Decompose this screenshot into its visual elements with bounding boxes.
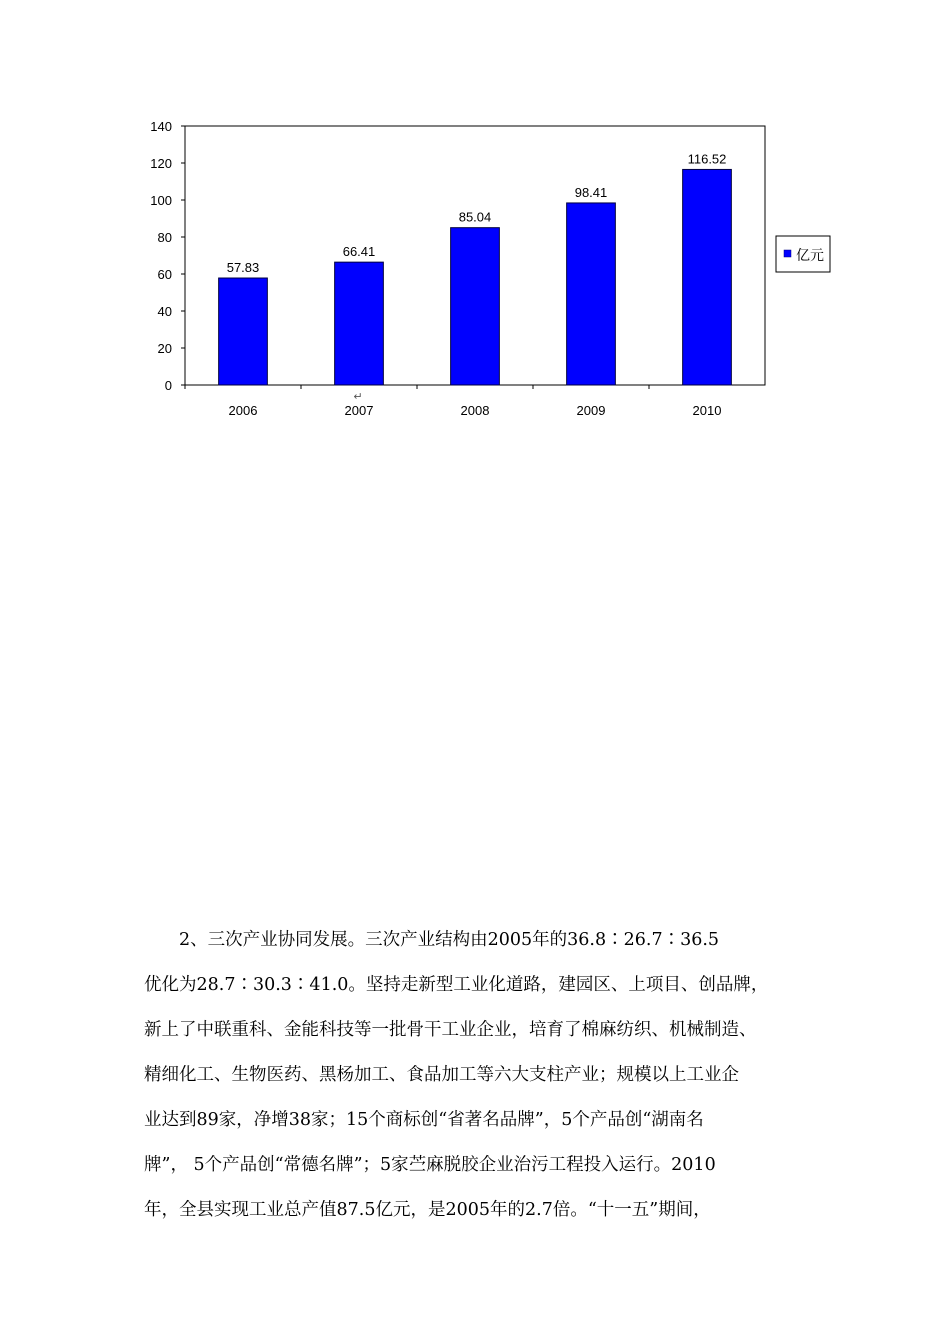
data-label-2006: 57.83	[226, 260, 260, 276]
y-tick-label: 140	[150, 119, 172, 134]
y-tick-label: 80	[157, 230, 172, 245]
x-tick-label-2007: 2007	[344, 403, 374, 418]
bar-2010	[683, 169, 732, 385]
bar-2009	[567, 203, 616, 385]
data-label-2010: 116.52	[687, 151, 727, 167]
paragraph-line: 优化为28.7∶30.3∶41.0。坚持走新型工业化道路，建园区、上项目、创品牌，	[144, 975, 769, 995]
legend-label: 亿元	[796, 247, 824, 263]
paragraph-mark-annotation: ↵	[353, 391, 363, 403]
paragraph-line: 精细化工、生物医药、黑杨加工、食品加工等六大支柱产业；规模以上工业企	[144, 1065, 739, 1085]
paragraph-line: 年，全县实现工业总产值87.5亿元，是2005年的2.7倍。“十一五”期间，	[144, 1200, 711, 1220]
paragraph-line: 新上了中联重科、金能科技等一批骨干工业企业，培育了棉麻纺织、机械制造、	[144, 1020, 757, 1040]
y-tick-label: 40	[157, 304, 172, 319]
y-tick-label: 60	[157, 267, 172, 282]
bar-2007	[335, 262, 384, 385]
x-tick-label-2008: 2008	[460, 403, 490, 418]
x-tick-label-2009: 2009	[576, 403, 606, 418]
data-label-2007: 66.41	[342, 244, 376, 260]
legend	[776, 236, 830, 272]
y-axis	[150, 119, 185, 393]
body-paragraph	[144, 918, 812, 1233]
y-tick-label: 0	[164, 378, 172, 393]
y-tick-label: 100	[150, 193, 172, 208]
data-label-2009: 98.41	[574, 184, 608, 200]
y-tick-label: 20	[157, 341, 172, 356]
paragraph-line: 牌”， 5个产品创“常德名牌”；5家苎麻脱胶企业治污工程投入运行。2010	[144, 1155, 716, 1175]
bar-2006	[219, 278, 268, 385]
x-tick-label-2006: 2006	[228, 403, 258, 418]
legend-swatch	[784, 250, 791, 257]
paragraph-line: 2、三次产业协同发展。三次产业结构由2005年的36.8∶26.7∶36.5	[144, 930, 720, 950]
paragraph-line: 业达到89家，净增38家；15个商标创“省著名品牌”，5个产品创“湖南名	[144, 1110, 704, 1130]
x-tick-label-2010: 2010	[692, 403, 722, 418]
x-axis	[185, 385, 721, 418]
y-tick-label: 120	[150, 156, 172, 171]
data-label-2008: 85.04	[458, 209, 492, 225]
bar-2008	[451, 228, 500, 385]
output-value-bar-chart	[140, 118, 840, 428]
